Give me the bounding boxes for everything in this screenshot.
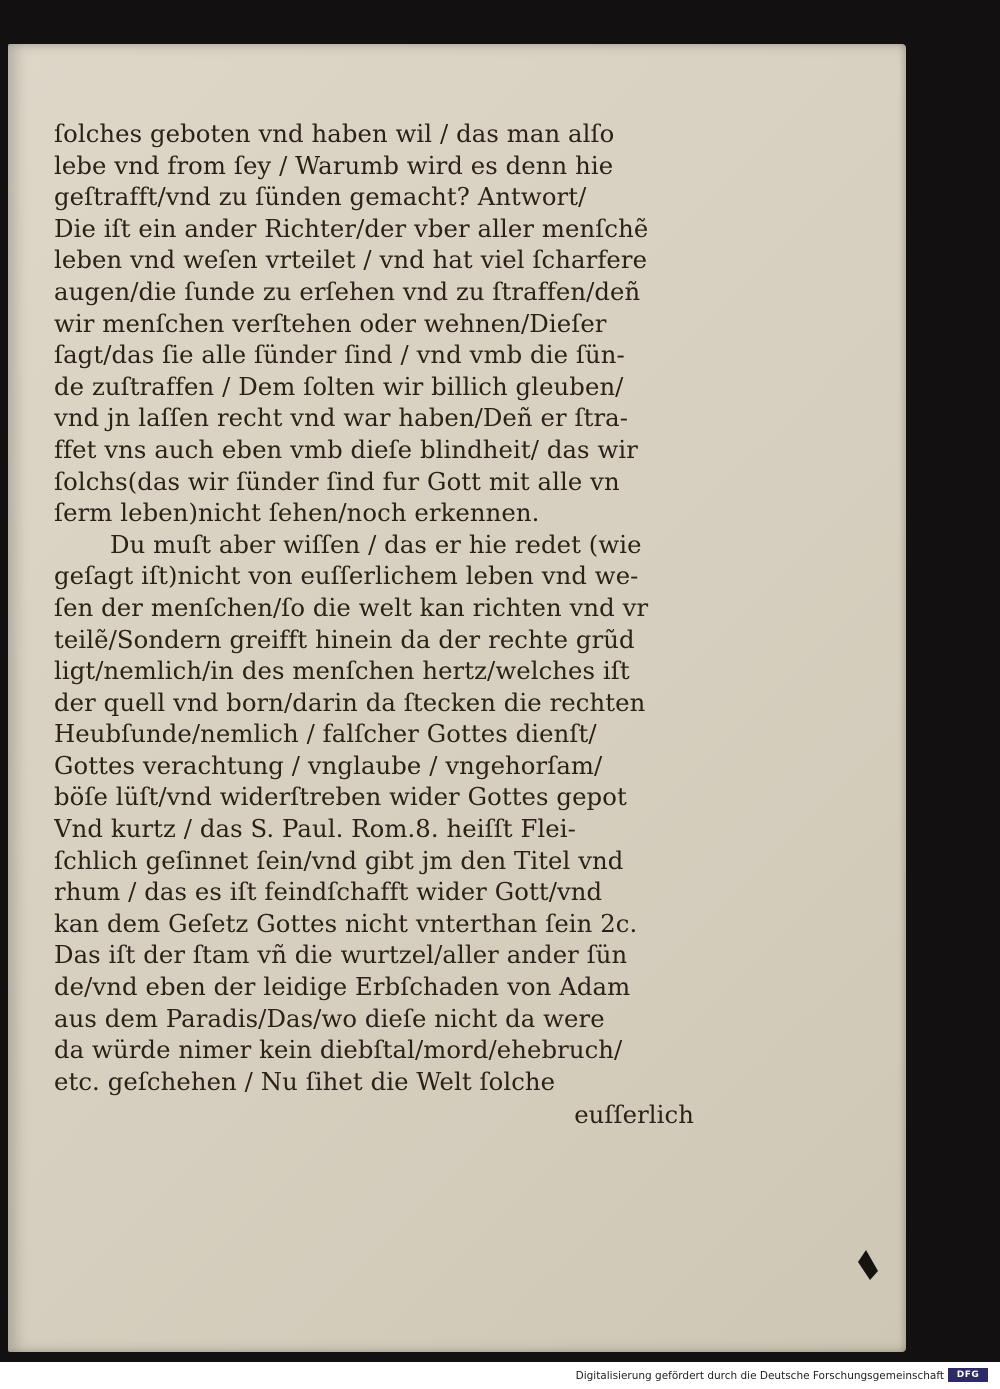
text-line-11: ffet vns auch eben vmb dieſe blindheit/ das wir — [54, 434, 638, 464]
text-line-30: da würde nimer kein diebſtal/mord/ehebruch/ — [54, 1035, 623, 1065]
text-line-10: vnd jn laſſen recht vnd war haben/Deñ er ſtra- — [54, 403, 629, 433]
catchword: euſſerlich — [574, 1100, 694, 1130]
text-line-15: geſagt iſt)nicht von euſſerlichem leben vnd we- — [54, 561, 639, 591]
text-line-8: ſagt/das ſie alle ſünder ſind / vnd vmb die ſün- — [54, 340, 625, 370]
text-line-23: Vnd kurtz / das S. Paul. Rom.8. heiſſt Flei- — [54, 814, 576, 844]
text-line-27: Das iſt der ſtam vñ die wurtzel/aller ander ſün — [54, 940, 628, 970]
text-line-25: rhum / das es iſt feindſchafft wider Gott/vnd — [54, 877, 603, 907]
book-page — [8, 44, 906, 1352]
text-line-2: lebe vnd from ſey / Warumb wird es denn hie — [54, 150, 614, 180]
dfg-logo: DFG — [948, 1368, 988, 1382]
funding-credit: Digitalisierung gefördert durch die Deutsche Forschungsgemeinschaft — [575, 1370, 944, 1382]
text-line-26: kan dem Geſetz Gottes nicht vnterthan ſein 2c. — [54, 908, 638, 938]
footer-bar — [0, 1362, 1000, 1389]
text-line-28: de/vnd eben der leidige Erbſchaden von Adam — [54, 972, 631, 1002]
text-line-31: etc. geſchehen / Nu ſihet die Welt ſolche — [54, 1066, 556, 1096]
text-line-21: Gottes verachtung / vnglaube / vngehorſam/ — [54, 750, 603, 780]
text-line-1: ſolches geboten vnd haben wil / das man alſo — [54, 119, 615, 148]
text-line-17: teilẽ/Sondern greifft hinein da der rechte grũd — [54, 624, 635, 654]
text-line-6: augen/die ſunde zu erſehen vnd zu ſtraffen/deñ — [54, 276, 641, 306]
text-line-22: böſe lüſt/vnd widerſtreben wider Gottes gepot — [54, 782, 627, 812]
text-line-19: der quell vnd born/darin da ſtecken die rechten — [54, 687, 646, 717]
text-line-9: de zuſtraffen / Dem ſolten wir billich gleuben/ — [54, 371, 624, 401]
text-line-4: Die iſt ein ander Richter/der vber aller menſchẽ — [54, 213, 649, 243]
text-line-16: ſen der menſchen/ſo die welt kan richten vnd vr — [54, 592, 649, 622]
text-line-3: geſtrafft/vnd zu ſünden gemacht? Antwort/ — [54, 182, 587, 212]
body-text — [54, 118, 694, 1131]
text-line-13: ſerm leben)nicht ſehen/noch erkennen. — [54, 498, 540, 528]
text-line-20: Heubſunde/nemlich / falſcher Gottes dienſt/ — [54, 719, 597, 749]
text-line-5: leben vnd weſen vrteilet / vnd hat viel ſcharfere — [54, 245, 648, 275]
text-line-7: wir menſchen verſtehen oder wehnen/Dieſer — [54, 308, 607, 338]
text-line-12: ſolchs(das wir ſünder ſind fur Gott mit alle vn — [54, 466, 620, 496]
text-line-24: ſchlich geſinnet ſein/vnd gibt jm den Titel vnd — [54, 845, 624, 875]
text-line-14: Du muſt aber wiſſen / das er hie redet (wie — [110, 529, 642, 559]
text-line-29: aus dem Paradis/Das/wo dieſe nicht da were — [54, 1003, 605, 1033]
text-line-18: ligt/nemlich/in des menſchen hertz/welches iſt — [54, 656, 630, 686]
